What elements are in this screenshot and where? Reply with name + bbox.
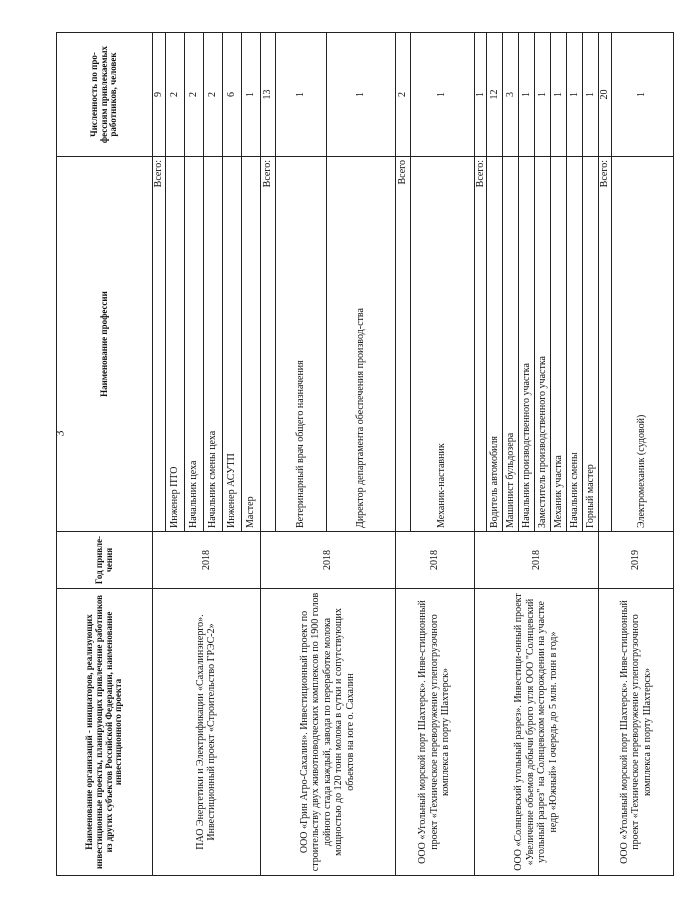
page-number: 3	[52, 430, 67, 437]
project-total-label: Всего:	[260, 157, 275, 532]
table-body	[153, 33, 674, 876]
table-row	[260, 33, 275, 876]
project-total-label: Всего	[395, 157, 410, 532]
recruitment-table	[56, 32, 674, 876]
header-year: Год привле-чения	[57, 532, 153, 589]
profession-count: 2	[165, 33, 184, 157]
profession-count: 1	[611, 33, 673, 157]
profession-count: 2	[184, 33, 203, 157]
project-total-label: Всего:	[599, 157, 612, 532]
project-total-count: 20	[599, 33, 612, 157]
table-row	[474, 33, 487, 876]
profession-name: Водитель автомобиля	[487, 157, 503, 532]
profession-count: 1	[275, 33, 326, 157]
profession-count: 12	[487, 33, 503, 157]
profession-name: Инженер ПТО	[165, 157, 184, 532]
table-row	[599, 33, 612, 876]
project-year: 2018	[260, 532, 395, 589]
table-row	[395, 33, 410, 876]
project-year: 2019	[599, 532, 674, 589]
profession-name: Электромеханик (судовой)	[611, 157, 673, 532]
project-organization: ООО «Угольный морской порт Шахтерск». Инве-стиционный проект «Техническое переворужение углепогрузочного комплекса в порту Шахтерск»	[599, 589, 674, 876]
profession-name: Начальник производственного участка	[519, 157, 535, 532]
table-rotor	[56, 33, 653, 876]
profession-name: Начальник цеха	[184, 157, 203, 532]
project-year: 2018	[153, 532, 261, 589]
project-total-count: 9	[153, 33, 166, 157]
header-organization: Наименование организаций - инициаторов, реализующих инвестиционные проекты, планирующих привлечение работников из других субъектов Российской Федерации, наименование инвестиционного проекта	[57, 589, 153, 876]
profession-count: 1	[535, 33, 551, 157]
header-profession: Наименование профессии	[57, 157, 153, 532]
profession-name: Инженер АСУТП	[222, 157, 241, 532]
profession-count: 2	[203, 33, 222, 157]
project-organization: ООО «Грин Агро-Сахалин». Инвестиционный проект по строительству двух животноводческих комплексов по 1900 голов дойного стада каждый, завода по переработке молока мощностью до 120 тонн молока в сутки и сопутствующих объектов на юге о. Сахалин	[260, 589, 395, 876]
profession-name: Начальник смены	[567, 157, 583, 532]
profession-name: Механик-наставник	[410, 157, 474, 532]
profession-name: Директор департамента обеспечения производ-ства	[326, 157, 395, 532]
profession-name: Начальник смены цеха	[203, 157, 222, 532]
profession-count: 1	[567, 33, 583, 157]
rotated-sheet	[56, 33, 653, 876]
profession-name: Горный мастер	[583, 157, 599, 532]
profession-name: Механик участка	[551, 157, 567, 532]
profession-count: 1	[519, 33, 535, 157]
project-total-count: 1	[474, 33, 487, 157]
profession-count: 3	[503, 33, 519, 157]
project-total-label: Всего:	[474, 157, 487, 532]
profession-count: 1	[410, 33, 474, 157]
table-header-row	[57, 33, 153, 876]
profession-count: 6	[222, 33, 241, 157]
profession-count: 1	[241, 33, 260, 157]
profession-name: Заместитель производственного участка	[535, 157, 551, 532]
project-year: 2018	[474, 532, 599, 589]
project-total-label: Всего:	[153, 157, 166, 532]
project-organization: ООО «Солнцевский угольный разрез». Инвестици-онный проект «Увеличение объемов добычи бурого угля ООО "Солнцевский угольный разрез" на Солнцевском месторождении на участке недр «Южный» I очередь до 5 млн. тонн в год»	[474, 589, 599, 876]
project-total-count: 2	[395, 33, 410, 157]
profession-name: Ветеринарный врач общего назначения	[275, 157, 326, 532]
profession-count: 1	[326, 33, 395, 157]
table-row	[153, 33, 166, 876]
profession-count: 1	[551, 33, 567, 157]
project-total-count: 13	[260, 33, 275, 157]
profession-name: Машинист бульдозера	[503, 157, 519, 532]
header-count: Численность по про-фессиям привлекаемых работников, человек	[57, 33, 153, 157]
profession-count: 1	[583, 33, 599, 157]
project-organization: ООО «Угольный морской порт Шахтерск». Инве-стиционный проект «Техническое переворужение углепогрузочного комплекса в порту Шахтерск»	[395, 589, 474, 876]
profession-name: Мастер	[241, 157, 260, 532]
project-year: 2018	[395, 532, 474, 589]
project-organization: ПАО Энергетики и Электрификации «Сахалинэнерго». Инвестиционный проект «Строительство ГРЭС-2»	[153, 589, 261, 876]
